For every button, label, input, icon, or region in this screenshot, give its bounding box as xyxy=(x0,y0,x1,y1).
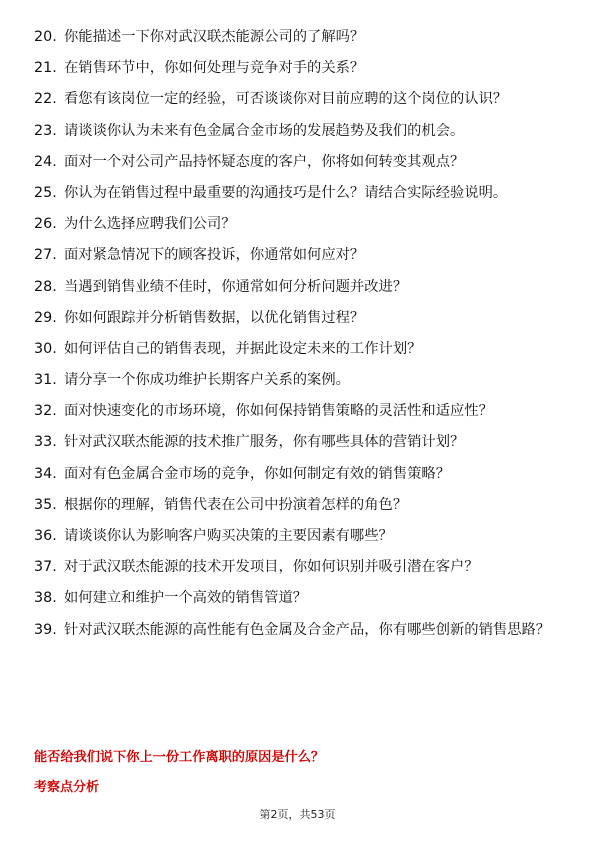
question-text: 请分享一个你成功维护长期客户关系的案例。 xyxy=(64,372,350,389)
question-text: 在销售环节中，你如何处理与竞争对手的关系？ xyxy=(64,60,365,77)
question-item xyxy=(34,244,564,266)
question-number: 25. xyxy=(34,184,57,201)
question-number: 37. xyxy=(34,559,57,576)
question-item xyxy=(34,213,564,235)
question-text: 看您有该岗位一定的经验，可否谈谈你对目前应聘的这个岗位的认识？ xyxy=(64,91,508,108)
question-number: 38. xyxy=(34,590,57,607)
question-text: 你认为在销售过程中最重要的沟通技巧是什么？请结合实际经验说明。 xyxy=(64,184,508,201)
question-number: 36. xyxy=(34,528,57,544)
question-text: 针对武汉联杰能源的高性能有色金属及合金产品，你有哪些创新的销售思路？ xyxy=(64,621,551,638)
question-number: 21. xyxy=(34,60,57,77)
question-item xyxy=(34,57,564,79)
question-item xyxy=(34,88,564,110)
question-text: 如何评估自己的销售表现，并据此设定未来的工作计划？ xyxy=(64,340,422,357)
question-text: 当遇到销售业绩不佳时，你通常如何分析问题并改进？ xyxy=(64,278,408,295)
question-number: 34. xyxy=(34,465,57,482)
highlighted-question: 能否给我们说下你上一份工作离职的原因是什么？ xyxy=(34,750,325,765)
question-text: 根据你的理解，销售代表在公司中扮演着怎样的角色？ xyxy=(64,496,408,513)
question-number: 30. xyxy=(34,340,57,357)
question-number: 24. xyxy=(34,153,57,170)
question-number: 32. xyxy=(34,403,57,420)
question-item xyxy=(34,307,564,329)
question-number: 22. xyxy=(34,91,57,108)
question-item xyxy=(34,120,564,142)
question-item xyxy=(34,556,564,578)
analysis-heading: 考察点分析 xyxy=(34,780,100,795)
question-number: 33. xyxy=(34,434,57,451)
question-number: 26. xyxy=(34,216,57,233)
question-text: 请谈谈你认为影响客户购买决策的主要因素有哪些？ xyxy=(64,528,393,544)
question-number: 20. xyxy=(34,29,57,45)
question-text: 面对紧急情况下的顾客投诉，你通常如何应对？ xyxy=(64,247,365,264)
question-item xyxy=(34,276,564,298)
question-item xyxy=(34,619,564,641)
question-text: 如何建立和维护一个高效的销售管道？ xyxy=(64,590,308,607)
question-item xyxy=(34,338,564,360)
question-item xyxy=(34,525,564,547)
question-item xyxy=(34,182,564,204)
question-number: 35. xyxy=(34,496,57,513)
question-text: 对于武汉联杰能源的技术开发项目，你如何识别并吸引潜在客户？ xyxy=(64,559,479,576)
question-item xyxy=(34,494,564,516)
question-number: 23. xyxy=(34,122,57,139)
question-text: 面对有色金属合金市场的竞争，你如何制定有效的销售策略？ xyxy=(64,465,451,482)
page-number-footer: 第2页，共53页 xyxy=(259,808,336,821)
question-item xyxy=(34,431,564,453)
question-number: 28. xyxy=(34,278,57,295)
question-text: 针对武汉联杰能源的技术推广服务，你有哪些具体的营销计划？ xyxy=(64,434,465,451)
question-number: 29. xyxy=(34,309,57,326)
question-text: 你能描述一下你对武汉联杰能源公司的了解吗？ xyxy=(64,29,365,45)
question-number: 39. xyxy=(34,621,57,638)
question-item xyxy=(34,26,564,48)
question-item xyxy=(34,151,564,173)
question-text: 面对快速变化的市场环境，你如何保持销售策略的灵活性和适应性？ xyxy=(64,403,493,420)
question-number: 31. xyxy=(34,372,57,389)
question-item xyxy=(34,463,564,485)
question-number: 27. xyxy=(34,247,57,264)
question-item xyxy=(34,369,564,391)
question-list xyxy=(34,26,564,650)
question-text: 面对一个对公司产品持怀疑态度的客户，你将如何转变其观点？ xyxy=(64,153,465,170)
question-text: 请谈谈你认为未来有色金属合金市场的发展趋势及我们的机会。 xyxy=(64,122,465,139)
question-text: 为什么选择应聘我们公司？ xyxy=(64,216,236,233)
question-item xyxy=(34,587,564,609)
question-text: 你如何跟踪并分析销售数据，以优化销售过程？ xyxy=(64,309,365,326)
question-item xyxy=(34,400,564,422)
